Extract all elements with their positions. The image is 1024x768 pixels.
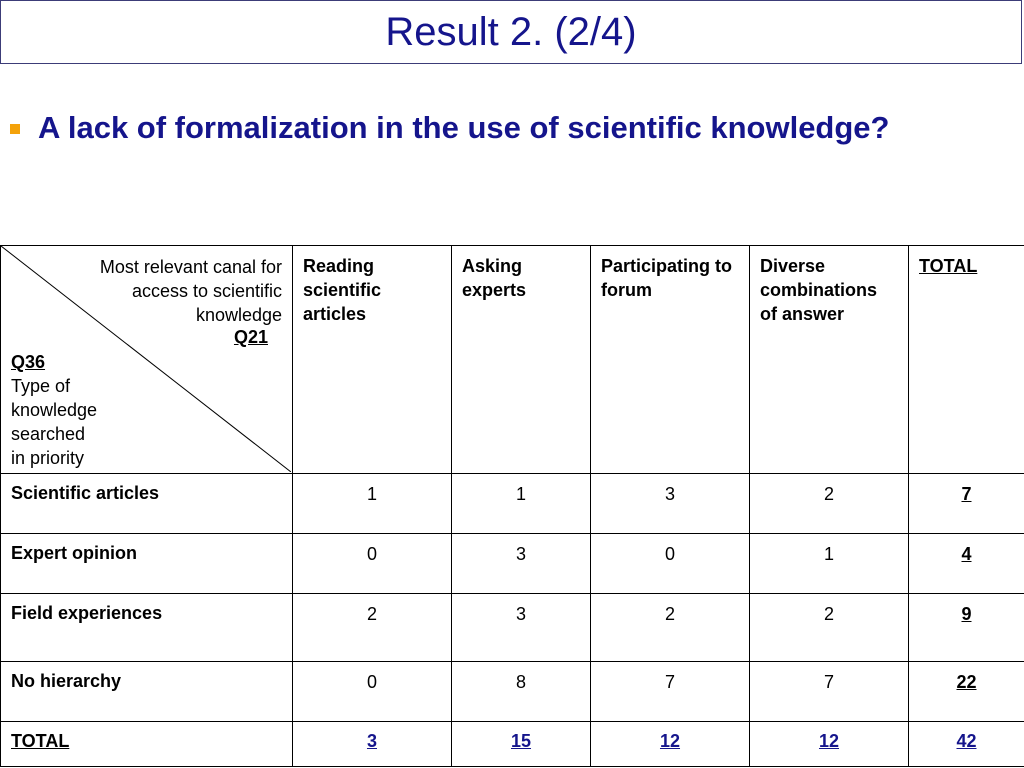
square-bullet-icon (10, 124, 20, 134)
table-row (1, 474, 1024, 534)
table-cell: 3 (591, 474, 750, 534)
column-header: Participating to forum (591, 246, 750, 474)
corner-top-code: Q21 (233, 327, 268, 347)
slide-title: Result 2. (2/4) (385, 9, 637, 54)
column-total-cell: 15 (452, 722, 591, 767)
table-cell: 2 (750, 594, 909, 662)
row-label: Field experiences (1, 594, 293, 662)
corner-left-line-1: Type of (11, 376, 71, 396)
table-cell: 0 (591, 534, 750, 594)
row-total-cell: 4 (909, 534, 1024, 594)
table-cell: 3 (452, 534, 591, 594)
row-label: Scientific articles (1, 474, 293, 534)
row-total-cell: 7 (909, 474, 1024, 534)
row-label: Expert opinion (1, 534, 293, 594)
title-box (0, 0, 1022, 64)
corner-left-line-4: in priority (11, 448, 85, 468)
grand-total-cell: 42 (909, 722, 1024, 767)
column-header: Asking experts (452, 246, 591, 474)
table-cell: 7 (591, 662, 750, 722)
table-cell: 7 (750, 662, 909, 722)
table-cell: 0 (293, 534, 452, 594)
table-cell: 1 (452, 474, 591, 534)
column-header-total: TOTAL (909, 246, 1024, 474)
column-total-cell: 12 (591, 722, 750, 767)
column-header: Diverse combinations of answer (750, 246, 909, 474)
bullet-text: A lack of formalization in the use of scientific knowledge? (38, 110, 890, 145)
table-cell: 1 (293, 474, 452, 534)
table-row (1, 662, 1024, 722)
table-cell: 8 (452, 662, 591, 722)
row-label: No hierarchy (1, 662, 293, 722)
totals-row-label: TOTAL (1, 722, 293, 767)
column-total-cell: 12 (750, 722, 909, 767)
corner-left-code: Q36 (11, 352, 46, 372)
totals-row (1, 722, 1024, 767)
table-row (1, 594, 1024, 662)
table-row (1, 534, 1024, 594)
table-cell: 2 (750, 474, 909, 534)
table-cell: 1 (750, 534, 909, 594)
corner-top-label: Most relevant canal for access to scientific knowledge (99, 257, 282, 325)
table-cell: 3 (452, 594, 591, 662)
results-table (0, 245, 1024, 767)
column-total-cell: 3 (293, 722, 452, 767)
row-total-cell: 22 (909, 662, 1024, 722)
table-cell: 2 (591, 594, 750, 662)
corner-cell (1, 246, 293, 474)
table-header-row (1, 246, 1024, 474)
corner-left-line-3: searched (11, 424, 86, 444)
table-cell: 2 (293, 594, 452, 662)
corner-left-line-2: knowledge (11, 400, 98, 420)
table-cell: 0 (293, 662, 452, 722)
row-total-cell: 9 (909, 594, 1024, 662)
bullet-point (10, 110, 890, 146)
column-header: Reading scientific articles (293, 246, 452, 474)
corner-left-label (11, 350, 97, 470)
